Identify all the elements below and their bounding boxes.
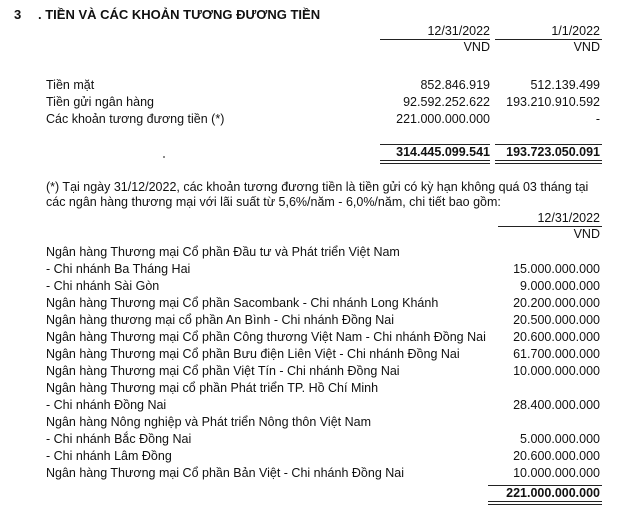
table1-unit-col2: VND	[573, 40, 600, 54]
row-label: Tiền mặt	[46, 78, 95, 92]
table1-header-col2: 1/1/2022	[551, 24, 600, 38]
row-value-col2: 512.139.499	[530, 78, 600, 92]
bank-value: 20.600.000.000	[513, 330, 600, 344]
bank-label: - Chi nhánh Đồng Nai	[46, 398, 167, 412]
bank-label: Ngân hàng Thương mại Cổ phần Công thương Việt Nam - Chi nhánh Đồng Nai	[46, 330, 486, 344]
row-value-col1: 221.000.000.000	[396, 112, 490, 126]
bank-label: - Chi nhánh Lâm Đồng	[46, 449, 172, 463]
bank-label: Ngân hàng Thương mại Cổ phần Bản Việt - Chi nhánh Đồng Nai	[46, 466, 404, 480]
bank-value: 28.400.000.000	[513, 398, 600, 412]
bank-value: 20.200.000.000	[513, 296, 600, 310]
bank-value: 61.700.000.000	[513, 347, 600, 361]
bank-value: 9.000.000.000	[520, 279, 600, 293]
table2-header: 12/31/2022	[537, 211, 600, 225]
table1-total-col1: 314.445.099.541	[396, 145, 490, 159]
bank-value: 10.000.000.000	[513, 364, 600, 378]
note-line-2: các ngân hàng thương mại với lãi suất từ 5,6%/năm - 6,0%/năm, chi tiết bao gồm:	[46, 195, 501, 209]
bank-value: 5.000.000.000	[520, 432, 600, 446]
table2-total-double-rule	[488, 501, 602, 505]
bank-label: Ngân hàng Thương mại Cổ phần Đầu tư và Phát triển Việt Nam	[46, 245, 400, 259]
table2-unit: VND	[573, 227, 600, 241]
table2-total: 221.000.000.000	[506, 486, 600, 500]
bank-label: Ngân hàng Thương mại cổ phần Phát triển TP. Hồ Chí Minh	[46, 381, 379, 395]
row-value-col1: 852.846.919	[420, 78, 490, 92]
bank-value: 15.000.000.000	[513, 262, 600, 276]
bank-label: Ngân hàng Thương mại Cổ phần Việt Tín - Chi nhánh Đồng Nai	[46, 364, 400, 378]
bank-label: - Chi nhánh Bắc Đồng Nai	[46, 432, 192, 446]
total-double-rule-col1	[380, 160, 490, 164]
row-value-col2: -	[595, 112, 600, 126]
bank-label: - Chi nhánh Sài Gòn	[46, 279, 160, 293]
section-number: 3	[14, 7, 22, 22]
bank-label: Ngân hàng thương mại cổ phần An Bình - Chi nhánh Đồng Nai	[46, 313, 395, 327]
note-line-1: (*) Tại ngày 31/12/2022, các khoản tương đương tiền là tiền gửi có kỳ hạn không quá 03 tháng tại	[46, 180, 589, 194]
bank-value: 20.500.000.000	[513, 313, 600, 327]
table1-total-col2: 193.723.050.091	[506, 145, 600, 159]
row-value-col1: 92.592.252.622	[403, 95, 490, 109]
table1-unit-col1: VND	[463, 40, 490, 54]
row-value-col2: 193.210.910.592	[506, 95, 600, 109]
bank-label: - Chi nhánh Ba Tháng Hai	[46, 262, 191, 276]
bank-value: 10.000.000.000	[513, 466, 600, 480]
total-double-rule-col2	[495, 160, 602, 164]
bank-label: Ngân hàng Nông nghiệp và Phát triển Nông thôn Việt Nam	[46, 415, 371, 429]
scan-speck	[163, 156, 165, 158]
bank-value: 20.600.000.000	[513, 449, 600, 463]
table1-header-col1: 12/31/2022	[427, 24, 490, 38]
bank-label: Ngân hàng Thương mại Cổ phần Bưu điện Liên Việt - Chi nhánh Đồng Nai	[46, 347, 460, 361]
section-title: . TIỀN VÀ CÁC KHOẢN TƯƠNG ĐƯƠNG TIỀN	[38, 7, 321, 22]
row-label: Các khoản tương đương tiền (*)	[46, 112, 225, 126]
bank-label: Ngân hàng Thương mại Cổ phần Sacombank - Chi nhánh Long Khánh	[46, 296, 439, 310]
row-label: Tiền gửi ngân hàng	[46, 95, 154, 109]
